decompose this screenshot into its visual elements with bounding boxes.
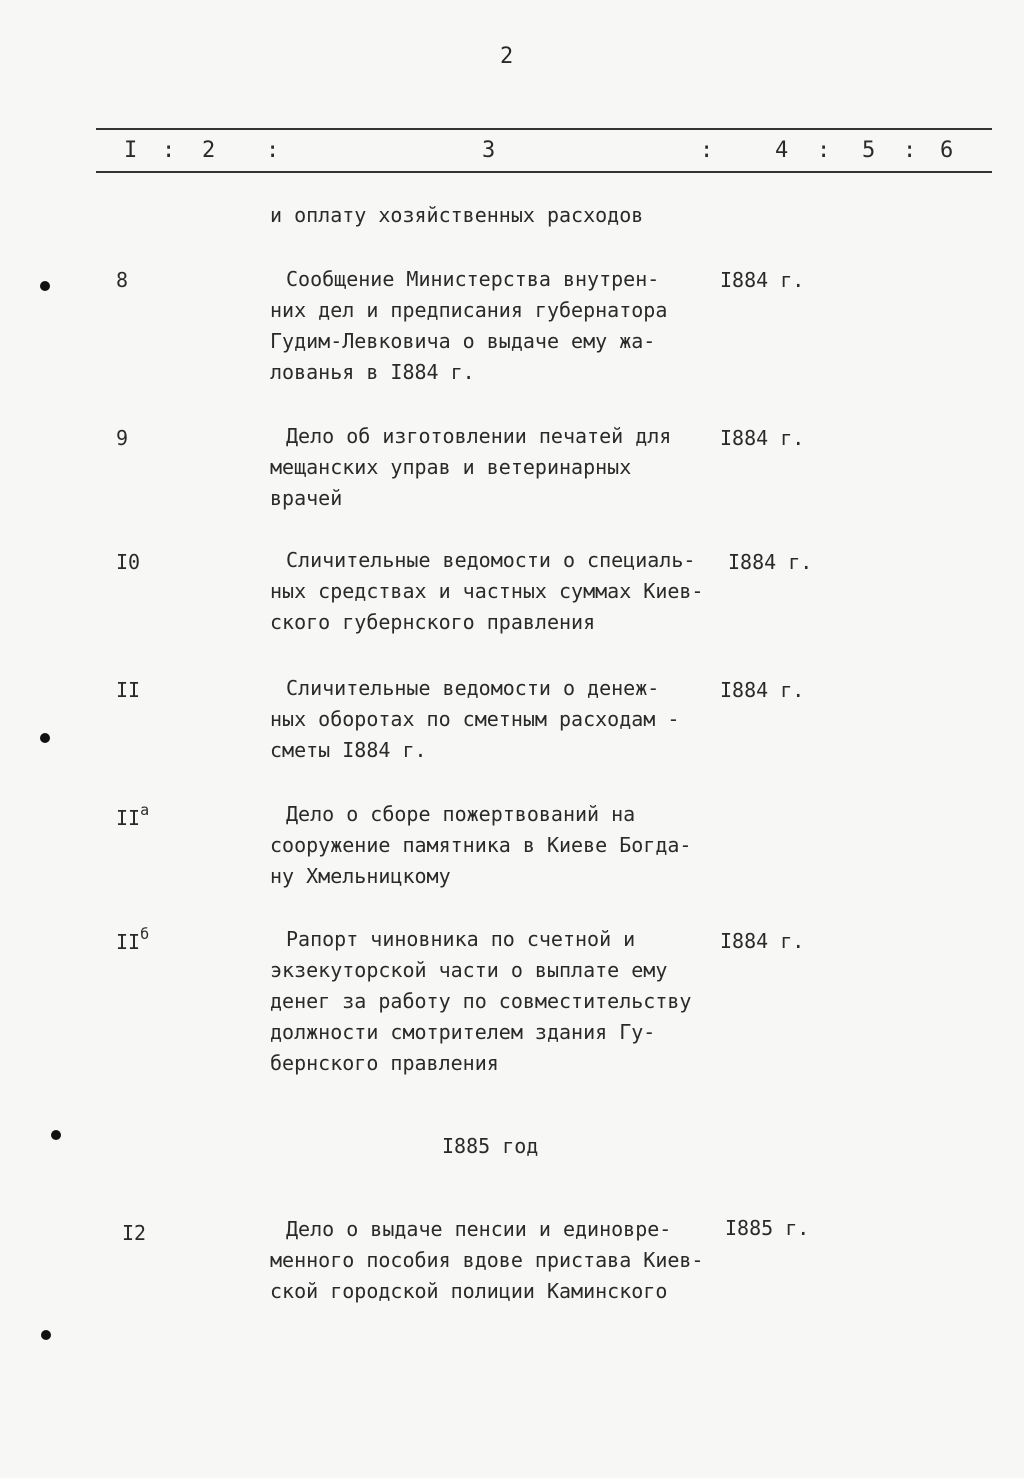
entry-number: I2 [122,1221,147,1245]
entry-date: I884 г. [720,426,805,450]
header-col-2: 2 [202,138,216,163]
entry-description-line: Сообщение Министерства внутрен- [286,267,660,291]
entry-date: I884 г. [720,268,805,292]
year-heading: I885 год [442,1134,539,1158]
header-separator: : [700,138,714,163]
entry-description-line: денег за работу по совместительству [270,989,692,1013]
entry-description-line: Гудим-Левковича о выдаче ему жа- [270,329,656,353]
header-separator: : [817,138,831,163]
entry-description-line: сооружение памятника в Киеве Богда- [270,833,692,857]
entry-description-line: ных оборотах по сметным расходам - [270,707,680,731]
header-col-1: I [124,138,138,163]
entry-description-line: лованья в I884 г. [270,360,475,384]
entry-description-line: менного пособия вдове пристава Киев- [270,1248,704,1272]
entry-description-line: ской городской полиции Каминского [270,1279,668,1303]
entry-description-line: должности смотрителем здания Гу- [270,1020,656,1044]
entry-description-line: ных средствах и частных суммах Киев- [270,579,704,603]
entry-date: I884 г. [720,929,805,953]
entry-description-line: Сличительные ведомости о денеж- [286,676,660,700]
entry-description-line: экзекуторской части о выплате ему [270,958,668,982]
entry-number [116,801,150,830]
entry-description-line: ну Хмельницкому [270,864,451,888]
header-col-4: 4 [775,138,789,163]
entry-description-line: Сличительные ведомости о специаль- [286,548,696,572]
entry-description-line: Рапорт чиновника по счетной и [286,927,636,951]
entry-number-base: II [116,930,141,954]
binder-hole-mark [51,1130,61,1140]
entry-description-line: Дело об изготовлении печатей для [286,424,672,448]
entry-date: I884 г. [728,550,813,574]
entry-number [116,925,150,954]
entry-number-base: II [116,806,141,830]
header-separator: : [266,138,280,163]
header-top-rule [96,128,992,130]
binder-hole-mark [41,1330,51,1340]
continuation-text: и оплату хозяйственных расходов [270,203,644,227]
entry-number: 8 [116,268,129,292]
entry-description-line: них дел и предписания губернатора [270,298,668,322]
entry-description-line: Дело о сборе пожертвований на [286,802,636,826]
entry-number: I0 [116,550,141,574]
binder-hole-mark [40,281,50,291]
entry-number: II [116,678,141,702]
entry-date: I884 г. [720,678,805,702]
entry-number: 9 [116,426,129,450]
header-bottom-rule [96,171,992,173]
header-col-6: 6 [940,138,954,163]
entry-number-superscript: а [140,801,150,819]
header-separator: : [162,138,176,163]
entry-description-line: ского губернского правления [270,610,596,634]
header-col-3: 3 [482,138,496,163]
entry-number-superscript: б [140,925,150,943]
entry-date: I885 г. [725,1216,810,1240]
entry-description-line: врачей [270,486,343,510]
entry-description-line: мещанских управ и ветеринарных [270,455,632,479]
header-separator: : [903,138,917,163]
header-col-5: 5 [862,138,876,163]
binder-hole-mark [40,733,50,743]
entry-description-line: Дело о выдаче пенсии и единовре- [286,1217,672,1241]
page-number: 2 [500,44,514,69]
entry-description-line: бернского правления [270,1051,499,1075]
entry-description-line: сметы I884 г. [270,738,427,762]
